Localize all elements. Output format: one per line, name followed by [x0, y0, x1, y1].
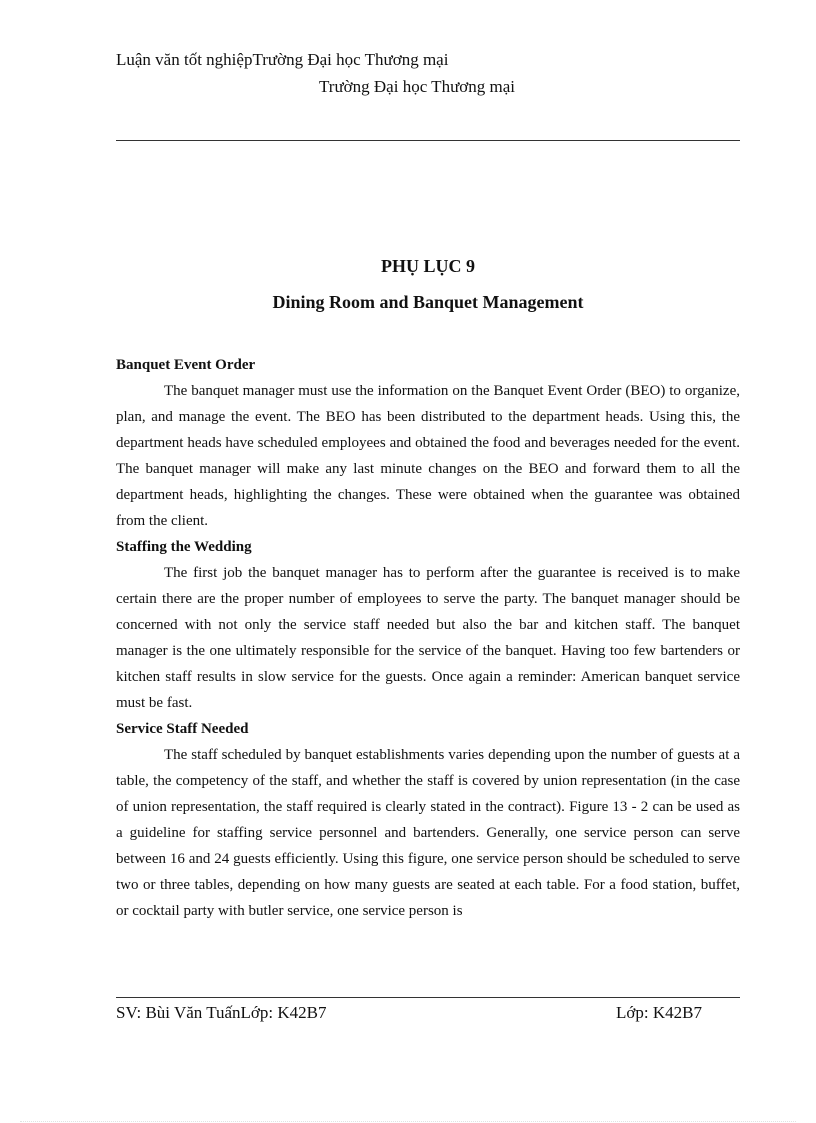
- footer-class-info: Lớp: K42B7: [616, 1003, 702, 1022]
- section-heading-staffing-the-wedding: Staffing the Wedding: [116, 539, 252, 555]
- section-paragraph-service-staff-needed: The staff scheduled by banquet establishments varies depending upon the number of guests at a table, the competency of the staff, and whether the staff is covered by union representation (in the case of union representation, the staff required is clearly stated in the contract). Figure 13 - 2 can be used as a guideline for staffing service personnel and bartenders. Generally, one service person can serve between 16 and 24 guests efficiently. Using this figure, one service person should be scheduled to serve two or three tables, depending on how many guests are seated at each table. For a food station, buffet, or cocktail party with butler service, one service person is: [116, 747, 740, 919]
- section-heading-service-staff-needed: Service Staff Needed: [116, 721, 249, 737]
- header-school-line: Luận văn tốt nghiệpTrường Đại học Thương mại: [116, 50, 449, 69]
- appendix-title: PHỤ LỤC 9: [381, 256, 475, 276]
- footer-divider: [116, 997, 740, 998]
- header-divider: [116, 140, 740, 141]
- footer-student-info: SV: Bùi Văn TuấnLớp: K42B7: [116, 1003, 327, 1022]
- page-bottom-edge: [20, 1121, 796, 1122]
- document-subtitle: Dining Room and Banquet Management: [272, 292, 584, 312]
- section-paragraph-banquet-event-order: The banquet manager must use the information on the Banquet Event Order (BEO) to organize, plan, and manage the event. The BEO has been distributed to the department heads. Using this, the department heads have scheduled employees and obtained the food and beverages needed for the event. The banquet manager will make any last minute changes on the BEO and forward them to all the department heads, highlighting the changes. These were obtained when the guarantee was obtained from the client.: [116, 383, 740, 529]
- header-university-line: Trường Đại học Thương mại: [319, 77, 516, 96]
- section-paragraph-staffing-the-wedding: The first job the banquet manager has to perform after the guarantee is received is to make certain there are the proper number of employees to serve the party. The banquet manager should be concerned with not only the service staff needed but also the bar and kitchen staff. The banquet manager is the one ultimately responsible for the service of the banquet. Having too few bartenders or kitchen staff results in slow service for the guests. Once again a reminder: American banquet service must be fast.: [116, 565, 740, 711]
- section-heading-banquet-event-order: Banquet Event Order: [116, 357, 256, 373]
- document-body: [116, 352, 740, 924]
